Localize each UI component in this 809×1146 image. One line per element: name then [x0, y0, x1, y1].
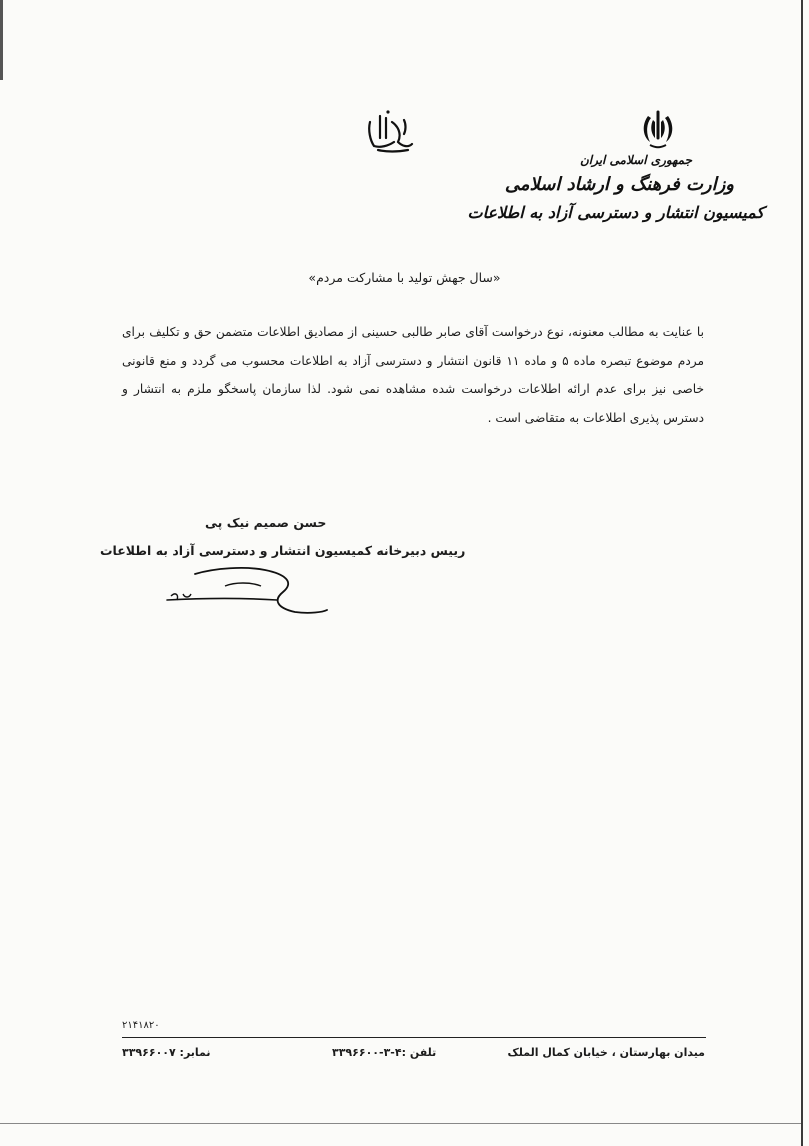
letter-body: با عنایت به مطالب معنونه، نوع درخواست آقای صابر طالبی حسینی از مصادیق اطلاعات متضمن حق و تکلیف برای مردم موضوع تبصره ماده ۵ و ماده ۱۱ قانون انتشار و دسترسی آزاد به اطلاعات محسوب می گردد و منع قانونی خاصی نیز برای عدم ارائه اطلاعات درخواست شده مشاهده نمی شود. لذا سازمان پاسخگو ملزم به انتشار و دسترس پذیری اطلاعات به متقاضی است .: [122, 325, 704, 425]
footer-divider: [122, 1037, 706, 1038]
letterhead-commission: کمیسیون انتشار و دسترسی آزاد به اطلاعات: [467, 203, 764, 222]
handwritten-signature: [165, 556, 335, 626]
footer-fax: نمابر: ۳۳۹۶۶۰۰۷: [122, 1046, 211, 1059]
letterhead: [467, 150, 764, 226]
footer-address: میدان بهارستان ، خیابان کمال الملک: [507, 1046, 705, 1059]
letterhead-country: جمهوری اسلامی ایران: [579, 153, 692, 167]
reference-number: ۲۱۴۱۸۲۰: [122, 1020, 160, 1031]
scan-edge-bottom: [0, 1123, 801, 1124]
signer-name: حسن صمیم نیک پی: [205, 515, 327, 530]
letterhead-ministry: وزارت فرهنگ و ارشاد اسلامی: [504, 174, 734, 195]
scan-edge-left: [0, 0, 3, 80]
iran-emblem-icon: [636, 108, 680, 150]
signer-title: رییس دبیرخانه کمیسیون انتشار و دسترسی آزاد به اطلاعات: [100, 543, 466, 558]
scan-edge-right: [801, 0, 803, 1146]
bismillah-calligraphy: [358, 108, 418, 156]
footer-phone: تلفن :۴-۳-۳۳۹۶۶۰۰: [332, 1046, 437, 1059]
year-motto: «سال جهش تولید با مشارکت مردم»: [308, 270, 501, 285]
